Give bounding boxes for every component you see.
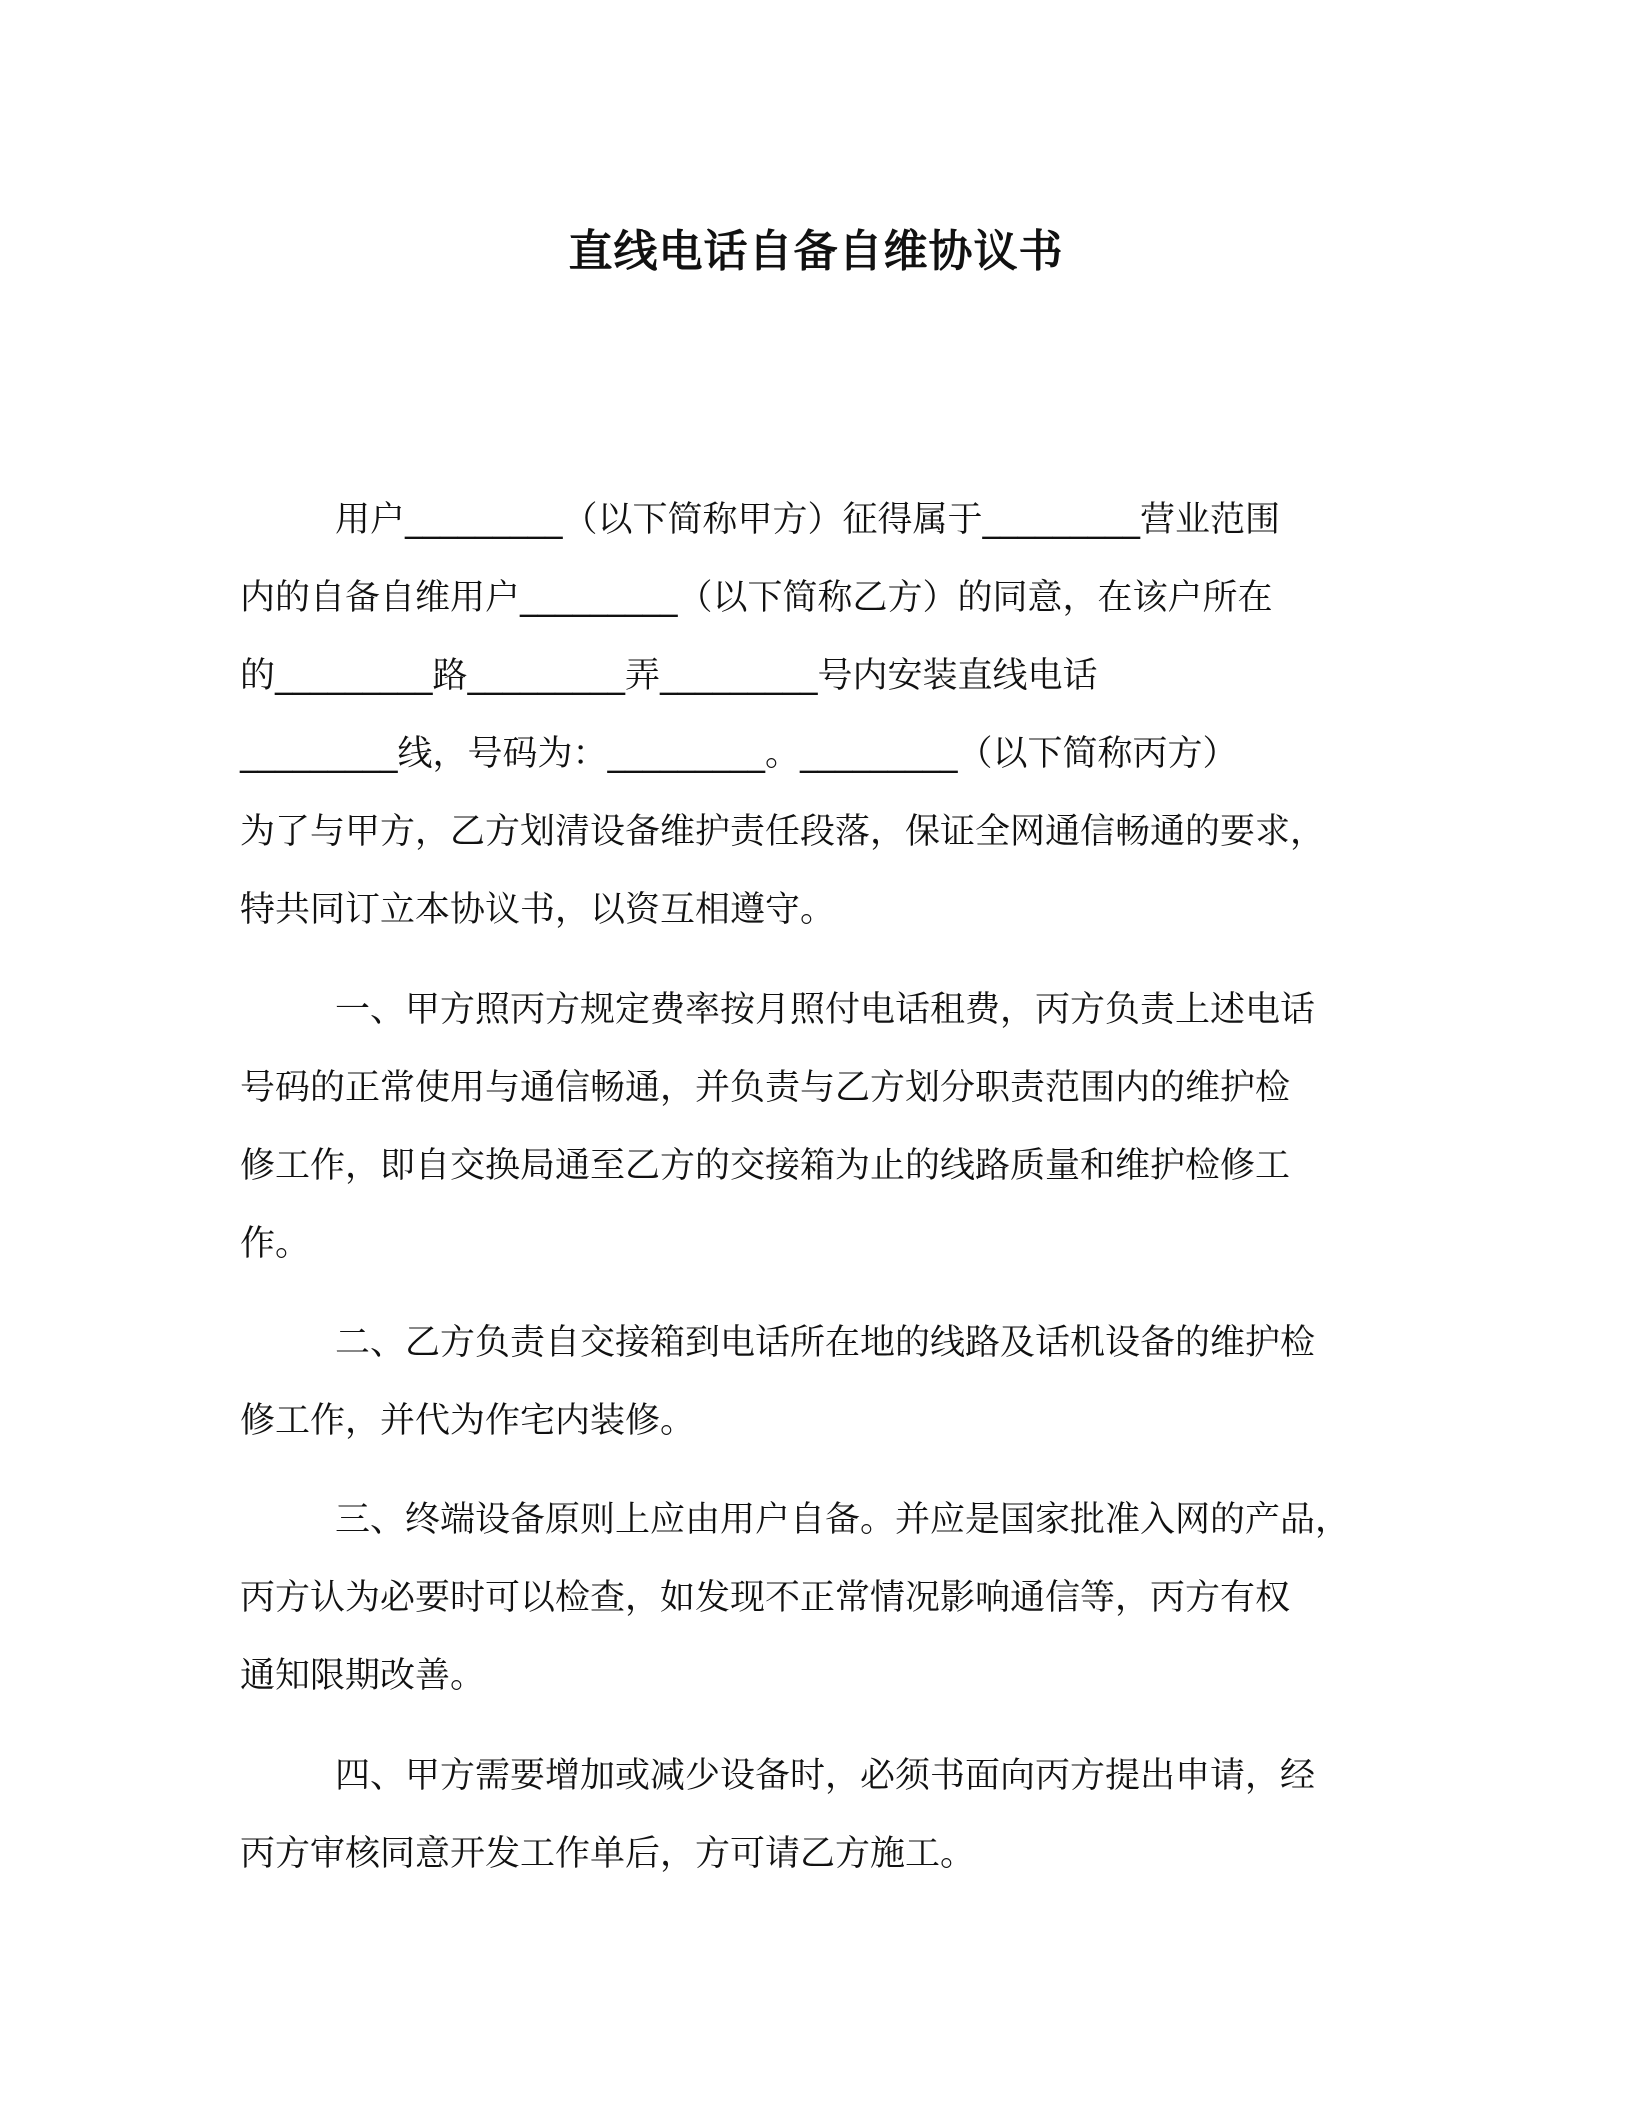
- clause-4-line-1: 四、甲方需要增加或减少设备时，必须书面向丙方提出申请，经: [335, 1756, 1316, 1796]
- clause-1-line-4: 作。: [240, 1224, 311, 1264]
- intro-line-5: 为了与甲方，乙方划清设备维护责任段落，保证全网通信畅通的要求，: [240, 812, 1326, 852]
- clause-2-line-2: 修工作，并代为作宅内装修。: [240, 1401, 696, 1441]
- clause-2-paragraph: [240, 1304, 1400, 1460]
- intro-line-4: _________线，号码为：_________。_________（以下简称丙方）: [240, 734, 1238, 774]
- clause-1-line-2: 号码的正常使用与通信畅通，并负责与乙方划分职责范围内的维护检: [240, 1068, 1291, 1108]
- clause-3-paragraph: [240, 1481, 1400, 1715]
- clause-3-line-2: 丙方认为必要时可以检查，如发现不正常情况影响通信等，丙方有权: [240, 1578, 1291, 1618]
- document-title: 直线电话自备自维协议书: [568, 226, 1064, 277]
- clause-3-line-1: 三、终端设备原则上应由用户自备。并应是国家批准入网的产品，: [335, 1500, 1351, 1540]
- intro-line-3: 的_________路_________弄_________号内安装直线电话: [240, 656, 1098, 696]
- intro-line-2: 内的自备自维用户_________（以下简称乙方）的同意，在该户所在: [240, 578, 1273, 618]
- clause-1-line-1: 一、甲方照丙方规定费率按月照付电话租费，丙方负责上述电话: [335, 990, 1316, 1030]
- clause-3-line-3: 通知限期改善。: [240, 1656, 486, 1696]
- intro-line-6: 特共同订立本协议书，以资互相遵守。: [240, 890, 836, 930]
- intro-line-1: 用户_________（以下简称甲方）征得属于_________营业范围: [335, 500, 1281, 540]
- clause-4-line-2: 丙方审核同意开发工作单后，方可请乙方施工。: [240, 1834, 976, 1874]
- clause-1-line-3: 修工作，即自交换局通至乙方的交接箱为止的线路质量和维护检修工: [240, 1146, 1291, 1186]
- clause-1-paragraph: [240, 971, 1400, 1283]
- clause-2-line-1: 二、乙方负责自交接箱到电话所在地的线路及话机设备的维护检: [335, 1323, 1316, 1363]
- intro-paragraph: [240, 481, 1400, 949]
- clause-4-paragraph: [240, 1737, 1400, 1893]
